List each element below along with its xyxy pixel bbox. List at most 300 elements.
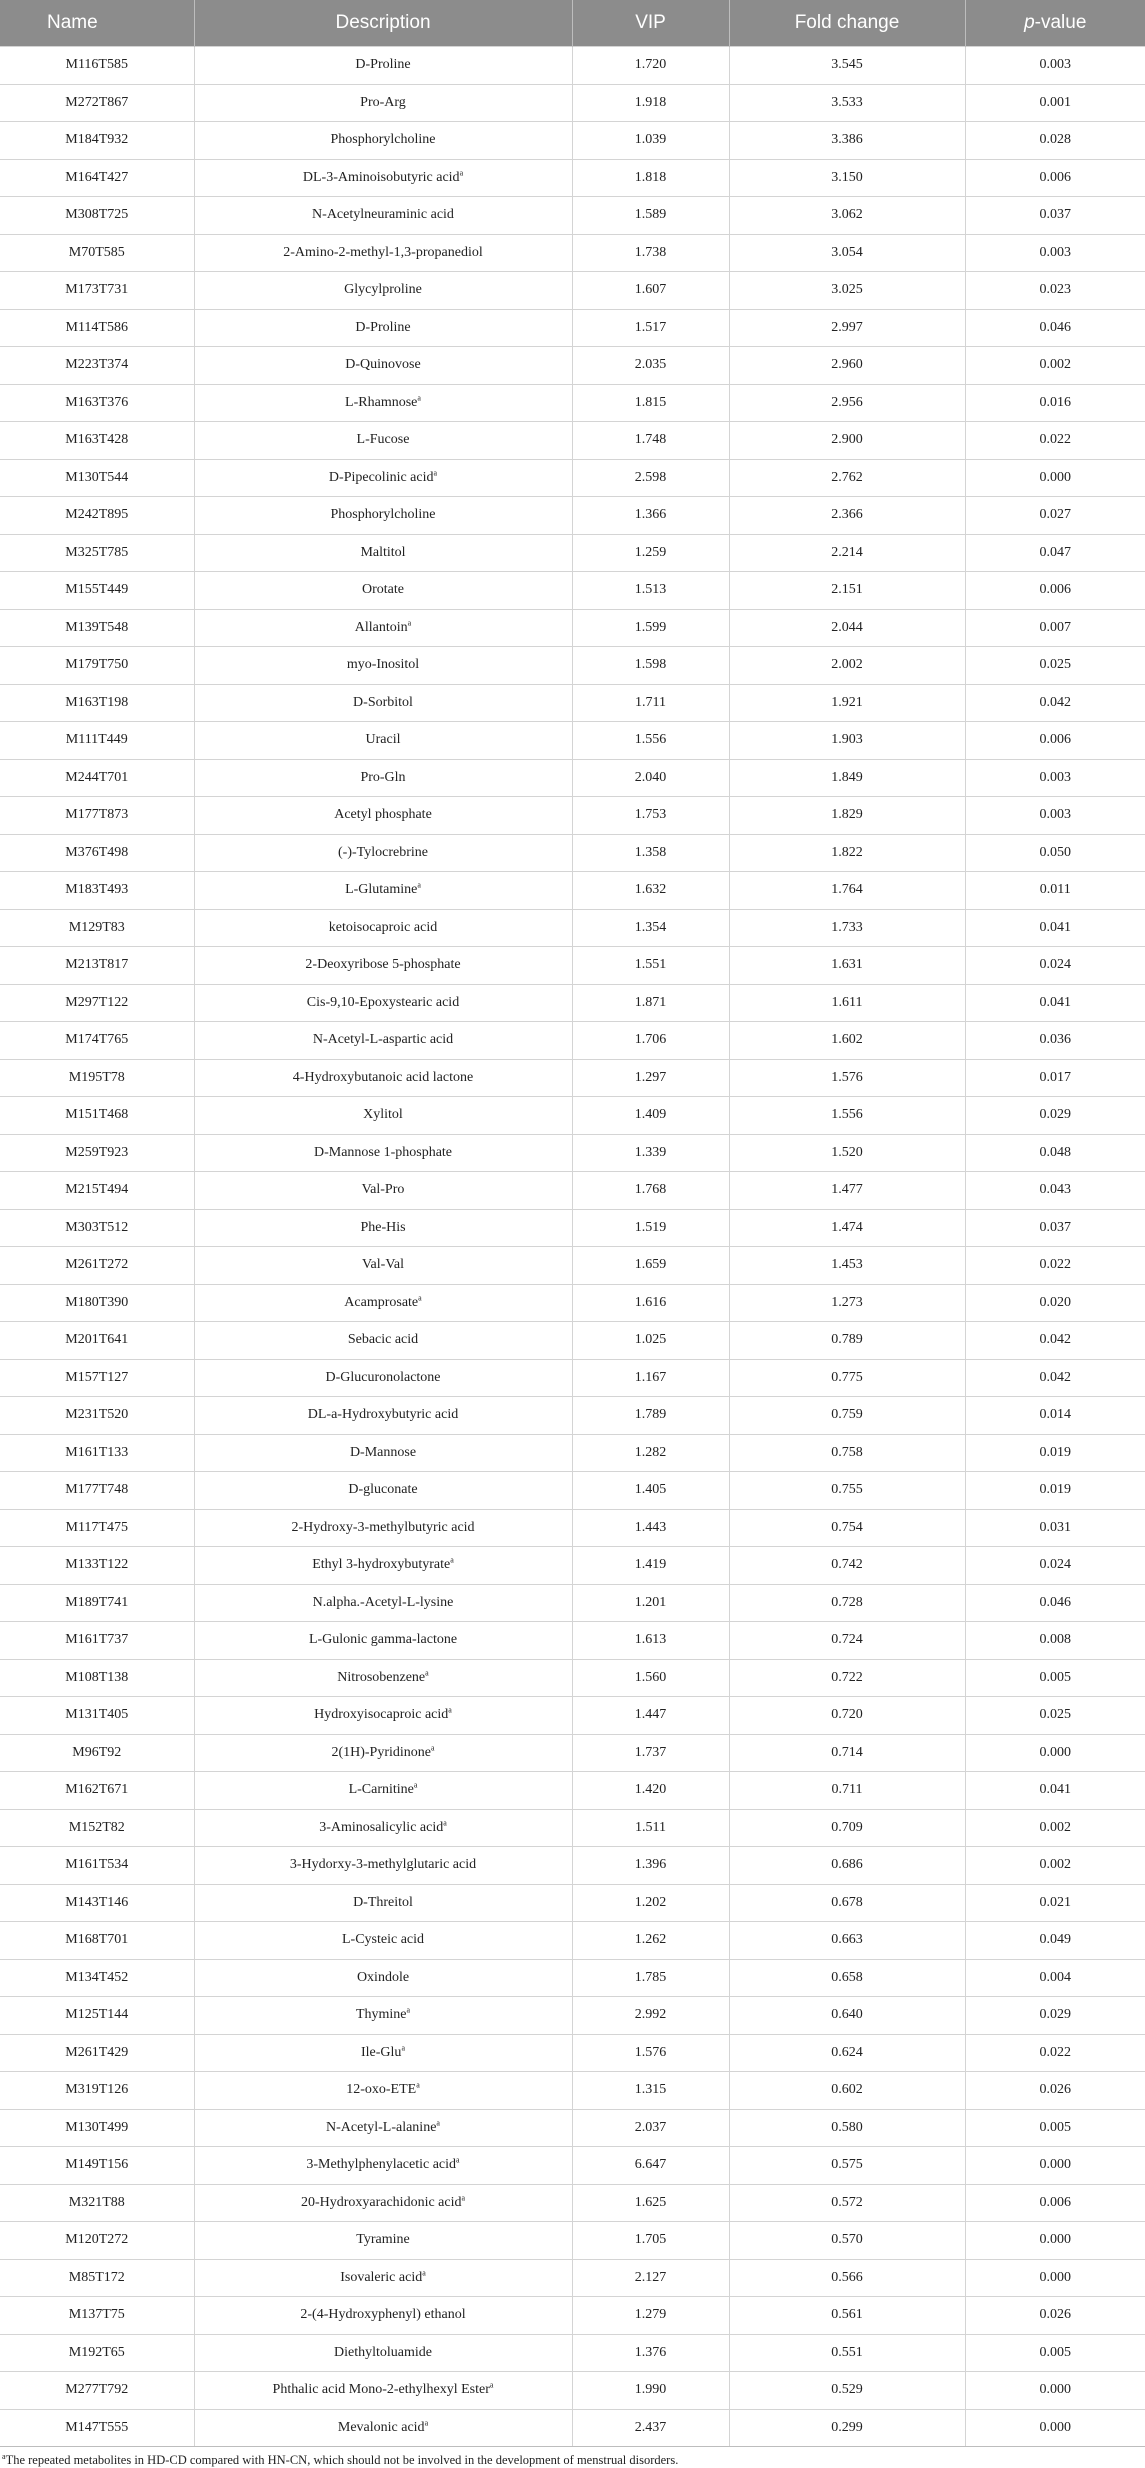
- cell-description: [194, 1547, 572, 1585]
- cell-p-value: [965, 2147, 1145, 2185]
- cell-vip-text: 1.556: [634, 732, 667, 748]
- cell-vip-text: 1.768: [634, 1182, 667, 1198]
- header-description: Description: [194, 0, 572, 47]
- cell-p-value: [965, 234, 1145, 272]
- table-row: [0, 1059, 1145, 1097]
- cell-fold-change-text: 1.611: [831, 994, 863, 1010]
- cell-vip: [572, 2072, 729, 2110]
- cell-vip: [572, 684, 729, 722]
- cell-vip: [572, 2259, 729, 2297]
- table-row: [0, 422, 1145, 460]
- cell-name: [0, 1397, 194, 1435]
- cell-name-text: M195T78: [68, 1069, 125, 1085]
- cell-fold-change: [729, 1097, 965, 1135]
- cell-p-value-text: 0.024: [1039, 957, 1071, 973]
- cell-description: [194, 1697, 572, 1735]
- cell-p-value: [965, 647, 1145, 685]
- cell-vip: [572, 534, 729, 572]
- cell-name: [0, 1922, 194, 1960]
- cell-p-value-text: 0.019: [1039, 1444, 1071, 1460]
- cell-vip: [572, 1434, 729, 1472]
- cell-fold-change: [729, 1022, 965, 1060]
- cell-name-text: M130T499: [65, 2119, 129, 2135]
- cell-description-text: Tyramine: [356, 2232, 410, 2248]
- cell-p-value: [965, 459, 1145, 497]
- cell-description: [194, 2334, 572, 2372]
- cell-name-text: M161T534: [65, 1857, 129, 1873]
- cell-vip-text: 1.354: [634, 919, 667, 935]
- cell-fold-change-text: 0.728: [831, 1594, 863, 1610]
- cell-name: [0, 947, 194, 985]
- cell-name: [0, 2184, 194, 2222]
- cell-name-text: M131T405: [65, 1707, 129, 1723]
- cell-vip-text: 1.818: [634, 169, 667, 185]
- cell-description-text: Acamprosate: [344, 1294, 419, 1310]
- cell-description-text: L-Carnitine: [348, 1782, 414, 1798]
- cell-name: [0, 1847, 194, 1885]
- cell-fold-change-text: 1.602: [831, 1032, 863, 1048]
- cell-fold-change: [729, 1847, 965, 1885]
- table-row: [0, 1884, 1145, 1922]
- cell-name-text: M213T817: [65, 957, 129, 973]
- table-body: [0, 47, 1145, 2447]
- cell-name: [0, 2334, 194, 2372]
- cell-vip-text: 1.990: [634, 2382, 667, 2398]
- table-row: [0, 534, 1145, 572]
- cell-name-text: M321T88: [68, 2194, 125, 2210]
- table-row: [0, 1847, 1145, 1885]
- cell-fold-change-text: 2.366: [831, 507, 863, 523]
- cell-p-value: [965, 2034, 1145, 2072]
- cell-fold-change: [729, 272, 965, 310]
- cell-description: [194, 647, 572, 685]
- cell-p-value-text: 0.024: [1039, 1557, 1071, 1573]
- cell-name-text: M163T198: [65, 694, 129, 710]
- cell-p-value: [965, 2184, 1145, 2222]
- table-row: [0, 722, 1145, 760]
- cell-fold-change: [729, 2259, 965, 2297]
- cell-description-text: N.alpha.-Acetyl-L-lysine: [312, 1594, 454, 1610]
- cell-fold-change: [729, 1397, 965, 1435]
- cell-vip: [572, 1884, 729, 1922]
- footnote-marker: a: [436, 2118, 440, 2128]
- cell-description: [194, 2072, 572, 2110]
- cell-fold-change-text: 0.775: [831, 1369, 863, 1385]
- footnote-marker: a: [401, 2043, 405, 2053]
- cell-name: [0, 572, 194, 610]
- cell-vip-text: 1.358: [634, 844, 667, 860]
- cell-fold-change-text: 3.533: [831, 94, 863, 110]
- cell-name: [0, 647, 194, 685]
- cell-p-value: [965, 1659, 1145, 1697]
- cell-description: [194, 1659, 572, 1697]
- cell-description-text: Pro-Gln: [360, 769, 406, 785]
- cell-description: [194, 984, 572, 1022]
- cell-vip-text: 1.409: [634, 1107, 667, 1123]
- cell-vip-text: 1.202: [634, 1894, 667, 1910]
- cell-description: [194, 1509, 572, 1547]
- cell-name-text: M325T785: [65, 544, 129, 560]
- table-row: [0, 347, 1145, 385]
- cell-description: [194, 122, 572, 160]
- cell-fold-change: [729, 497, 965, 535]
- cell-p-value: [965, 384, 1145, 422]
- cell-p-value: [965, 534, 1145, 572]
- cell-description-text: Diethyltoluamide: [334, 2344, 432, 2360]
- cell-description-text: 20-Hydroxyarachidonic acid: [300, 2194, 462, 2210]
- table-row: [0, 1622, 1145, 1660]
- cell-name-text: M163T428: [65, 432, 129, 448]
- cell-vip-text: 2.127: [634, 2269, 667, 2285]
- cell-name: [0, 722, 194, 760]
- cell-description: [194, 1097, 572, 1135]
- cell-p-value-text: 0.025: [1039, 1707, 1071, 1723]
- cell-name: [0, 497, 194, 535]
- cell-vip-text: 1.339: [634, 1144, 667, 1160]
- cell-description-text: 3-Aminosalicylic acid: [319, 1819, 444, 1835]
- cell-p-value-text: 0.026: [1039, 2307, 1071, 2323]
- table-row: [0, 1172, 1145, 1210]
- cell-name-text: M177T748: [65, 1482, 129, 1498]
- cell-description-text: Xylitol: [363, 1107, 403, 1123]
- cell-vip-text: 1.598: [634, 657, 667, 673]
- table-row: [0, 234, 1145, 272]
- cell-vip-text: 1.262: [634, 1932, 667, 1948]
- cell-fold-change: [729, 234, 965, 272]
- table-row: [0, 384, 1145, 422]
- cell-name: [0, 1997, 194, 2035]
- cell-name: [0, 197, 194, 235]
- cell-fold-change-text: 0.624: [831, 2044, 863, 2060]
- cell-vip: [572, 197, 729, 235]
- cell-name-text: M173T731: [65, 282, 129, 298]
- cell-name: [0, 1959, 194, 1997]
- cell-name: [0, 2147, 194, 2185]
- cell-description: [194, 1472, 572, 1510]
- cell-name: [0, 984, 194, 1022]
- cell-vip-text: 1.405: [634, 1482, 667, 1498]
- footnote-marker: a: [406, 2005, 411, 2015]
- cell-description: [194, 722, 572, 760]
- cell-vip: [572, 1997, 729, 2035]
- cell-vip: [572, 834, 729, 872]
- cell-p-value-text: 0.005: [1039, 1669, 1071, 1685]
- cell-name-text: M96T92: [72, 1744, 122, 1760]
- table-row: [0, 572, 1145, 610]
- cell-description-text: L-Rhamnose: [345, 394, 418, 410]
- cell-p-value: [965, 1697, 1145, 1735]
- cell-description-text: D-Mannose 1-phosphate: [313, 1144, 453, 1160]
- cell-p-value-text: 0.006: [1039, 582, 1071, 598]
- cell-p-value-text: 0.000: [1039, 1744, 1071, 1760]
- cell-description: [194, 1359, 572, 1397]
- cell-description-text: N-Acetylneuraminic acid: [312, 207, 454, 223]
- cell-name-text: M155T449: [65, 582, 129, 598]
- cell-description: [194, 2109, 572, 2147]
- cell-name-text: M162T671: [65, 1782, 129, 1798]
- cell-p-value-text: 0.017: [1039, 1069, 1071, 1085]
- cell-name-text: M244T701: [65, 769, 129, 785]
- cell-vip-text: 2.598: [634, 469, 667, 485]
- cell-vip: [572, 1134, 729, 1172]
- cell-name-text: M192T65: [68, 2344, 125, 2360]
- table-row: [0, 1434, 1145, 1472]
- table-row: [0, 2297, 1145, 2335]
- cell-name-text: M177T873: [65, 807, 129, 823]
- cell-description: [194, 2259, 572, 2297]
- cell-fold-change: [729, 2372, 965, 2410]
- cell-fold-change: [729, 1434, 965, 1472]
- footnote-marker: a: [416, 2080, 420, 2090]
- cell-name: [0, 1284, 194, 1322]
- cell-fold-change-text: 2.956: [831, 394, 863, 410]
- cell-vip: [572, 2409, 729, 2447]
- cell-p-value-text: 0.000: [1039, 2157, 1071, 2173]
- cell-vip: [572, 1659, 729, 1697]
- cell-vip: [572, 1022, 729, 1060]
- table-row: [0, 2184, 1145, 2222]
- cell-name: [0, 47, 194, 85]
- cell-description-text: D-gluconate: [348, 1482, 418, 1498]
- header-name: Name: [0, 0, 194, 47]
- cell-vip: [572, 1397, 729, 1435]
- cell-description: [194, 459, 572, 497]
- cell-name-text: M161T737: [65, 1632, 129, 1648]
- cell-vip-text: 1.167: [634, 1369, 667, 1385]
- cell-fold-change-text: 3.025: [831, 282, 863, 298]
- footnote-marker: a: [459, 168, 464, 178]
- cell-p-value-text: 0.001: [1039, 94, 1071, 110]
- table-row: [0, 1097, 1145, 1135]
- cell-p-value: [965, 159, 1145, 197]
- cell-name: [0, 797, 194, 835]
- table-row: [0, 159, 1145, 197]
- cell-fold-change: [729, 2072, 965, 2110]
- cell-vip: [572, 872, 729, 910]
- cell-fold-change-text: 0.789: [831, 1332, 863, 1348]
- footnote-marker: a: [489, 2380, 494, 2390]
- cell-p-value: [965, 422, 1145, 460]
- table-row: [0, 1547, 1145, 1585]
- cell-fold-change: [729, 159, 965, 197]
- cell-vip: [572, 759, 729, 797]
- cell-p-value-text: 0.042: [1039, 1332, 1071, 1348]
- cell-name-text: M201T641: [65, 1332, 129, 1348]
- cell-p-value: [965, 197, 1145, 235]
- cell-fold-change-text: 1.764: [831, 882, 863, 898]
- cell-p-value: [965, 1959, 1145, 1997]
- cell-p-value: [965, 1622, 1145, 1660]
- cell-fold-change: [729, 1584, 965, 1622]
- cell-p-value-text: 0.049: [1039, 1932, 1071, 1948]
- cell-vip-text: 1.511: [635, 1819, 666, 1835]
- cell-fold-change: [729, 384, 965, 422]
- cell-name: [0, 2372, 194, 2410]
- cell-p-value-text: 0.027: [1039, 507, 1071, 523]
- cell-name-text: M242T895: [65, 507, 129, 523]
- cell-p-value-text: 0.000: [1039, 2419, 1071, 2435]
- table-row: [0, 1322, 1145, 1360]
- cell-name: [0, 1622, 194, 1660]
- cell-description-text: Uracil: [365, 732, 401, 748]
- cell-fold-change-text: 0.566: [831, 2269, 863, 2285]
- cell-name-text: M134T452: [65, 1969, 129, 1985]
- cell-name-text: M164T427: [65, 169, 129, 185]
- table-row: [0, 1697, 1145, 1735]
- cell-description: [194, 1884, 572, 1922]
- cell-p-value: [965, 47, 1145, 85]
- cell-name: [0, 1359, 194, 1397]
- cell-p-value-text: 0.004: [1039, 1969, 1071, 1985]
- cell-vip: [572, 234, 729, 272]
- footnote-marker: a: [443, 1818, 447, 1828]
- cell-p-value-text: 0.026: [1039, 2082, 1071, 2098]
- cell-name-text: M179T750: [65, 657, 129, 673]
- cell-name: [0, 1547, 194, 1585]
- cell-name: [0, 84, 194, 122]
- cell-fold-change: [729, 609, 965, 647]
- cell-fold-change: [729, 2222, 965, 2260]
- cell-p-value: [965, 122, 1145, 160]
- footnote-marker: a: [433, 468, 438, 478]
- cell-description-text: Orotate: [362, 582, 404, 598]
- cell-fold-change-text: 1.556: [831, 1107, 863, 1123]
- cell-vip: [572, 1097, 729, 1135]
- header-p-value-suffix: -value: [1034, 12, 1087, 33]
- cell-fold-change: [729, 1997, 965, 2035]
- table-row: [0, 1472, 1145, 1510]
- cell-vip-text: 1.517: [634, 319, 667, 335]
- cell-vip: [572, 1209, 729, 1247]
- cell-vip: [572, 459, 729, 497]
- cell-fold-change: [729, 1059, 965, 1097]
- cell-vip-text: 1.748: [634, 432, 667, 448]
- cell-name: [0, 272, 194, 310]
- cell-vip-text: 1.599: [634, 619, 667, 635]
- cell-fold-change: [729, 2109, 965, 2147]
- cell-p-value-text: 0.037: [1039, 207, 1071, 223]
- cell-name-text: M297T122: [65, 994, 129, 1010]
- cell-name-text: M152T82: [68, 1819, 125, 1835]
- table-row: [0, 1134, 1145, 1172]
- cell-vip: [572, 1284, 729, 1322]
- cell-description: [194, 1172, 572, 1210]
- cell-vip-text: 1.396: [634, 1857, 667, 1873]
- cell-fold-change: [729, 759, 965, 797]
- cell-fold-change-text: 1.903: [831, 732, 863, 748]
- cell-description: [194, 1734, 572, 1772]
- cell-fold-change-text: 0.714: [831, 1744, 863, 1760]
- cell-vip: [572, 947, 729, 985]
- cell-fold-change-text: 0.720: [831, 1707, 863, 1723]
- table-row: [0, 834, 1145, 872]
- cell-p-value: [965, 1547, 1145, 1585]
- cell-name-text: M133T122: [65, 1557, 129, 1573]
- table-row: [0, 47, 1145, 85]
- cell-description: [194, 2409, 572, 2447]
- cell-description-text: L-Cysteic acid: [341, 1932, 425, 1948]
- cell-fold-change-text: 3.386: [831, 132, 863, 148]
- cell-description-text: Allantoin: [354, 619, 408, 635]
- cell-vip: [572, 2297, 729, 2335]
- cell-description: [194, 309, 572, 347]
- table-row: [0, 609, 1145, 647]
- cell-vip-text: 1.706: [634, 1032, 667, 1048]
- cell-description-text: Maltitol: [360, 544, 406, 560]
- cell-fold-change: [729, 2034, 965, 2072]
- table-row: [0, 647, 1145, 685]
- cell-name: [0, 1247, 194, 1285]
- cell-vip: [572, 1247, 729, 1285]
- cell-name-text: M259T923: [65, 1144, 129, 1160]
- cell-fold-change: [729, 197, 965, 235]
- table-row: [0, 2109, 1145, 2147]
- cell-p-value-text: 0.022: [1039, 1257, 1071, 1273]
- cell-p-value-text: 0.003: [1039, 57, 1071, 73]
- cell-name-text: M143T146: [65, 1894, 129, 1910]
- cell-p-value: [965, 1097, 1145, 1135]
- table-row: [0, 759, 1145, 797]
- cell-p-value: [965, 1172, 1145, 1210]
- cell-fold-change: [729, 422, 965, 460]
- cell-name: [0, 1472, 194, 1510]
- cell-p-value-text: 0.016: [1039, 394, 1071, 410]
- cell-name: [0, 1809, 194, 1847]
- cell-p-value: [965, 2297, 1145, 2335]
- cell-vip-text: 1.616: [634, 1294, 667, 1310]
- cell-name-text: M117T475: [65, 1519, 128, 1535]
- cell-p-value-text: 0.005: [1039, 2344, 1071, 2360]
- cell-vip: [572, 572, 729, 610]
- cell-vip: [572, 2109, 729, 2147]
- cell-vip: [572, 347, 729, 385]
- cell-vip-text: 2.040: [634, 769, 667, 785]
- cell-fold-change: [729, 1209, 965, 1247]
- cell-description: [194, 797, 572, 835]
- cell-fold-change: [729, 1359, 965, 1397]
- cell-fold-change: [729, 684, 965, 722]
- cell-description-text: Phthalic acid Mono-2-ethylhexyl Ester: [272, 2382, 490, 2398]
- cell-description: [194, 1322, 572, 1360]
- table-row: [0, 797, 1145, 835]
- cell-name-text: M151T468: [65, 1107, 129, 1123]
- cell-vip: [572, 1472, 729, 1510]
- table-row: [0, 309, 1145, 347]
- cell-vip: [572, 1847, 729, 1885]
- cell-description: [194, 159, 572, 197]
- cell-vip: [572, 2334, 729, 2372]
- cell-p-value: [965, 1397, 1145, 1435]
- cell-p-value-text: 0.023: [1039, 282, 1071, 298]
- table-row: [0, 1959, 1145, 1997]
- cell-description: [194, 347, 572, 385]
- cell-fold-change-text: 0.755: [831, 1482, 863, 1498]
- table-row: [0, 1359, 1145, 1397]
- cell-description: [194, 1922, 572, 1960]
- cell-vip-text: 2.035: [634, 357, 667, 373]
- cell-vip: [572, 1734, 729, 1772]
- cell-vip-text: 1.551: [634, 957, 667, 973]
- cell-fold-change: [729, 2147, 965, 2185]
- cell-name: [0, 159, 194, 197]
- cell-name-text: M163T376: [65, 394, 129, 410]
- cell-p-value: [965, 2334, 1145, 2372]
- cell-fold-change: [729, 1697, 965, 1735]
- cell-p-value-text: 0.002: [1039, 357, 1071, 373]
- cell-fold-change-text: 2.900: [831, 432, 863, 448]
- cell-fold-change: [729, 1959, 965, 1997]
- cell-vip: [572, 1584, 729, 1622]
